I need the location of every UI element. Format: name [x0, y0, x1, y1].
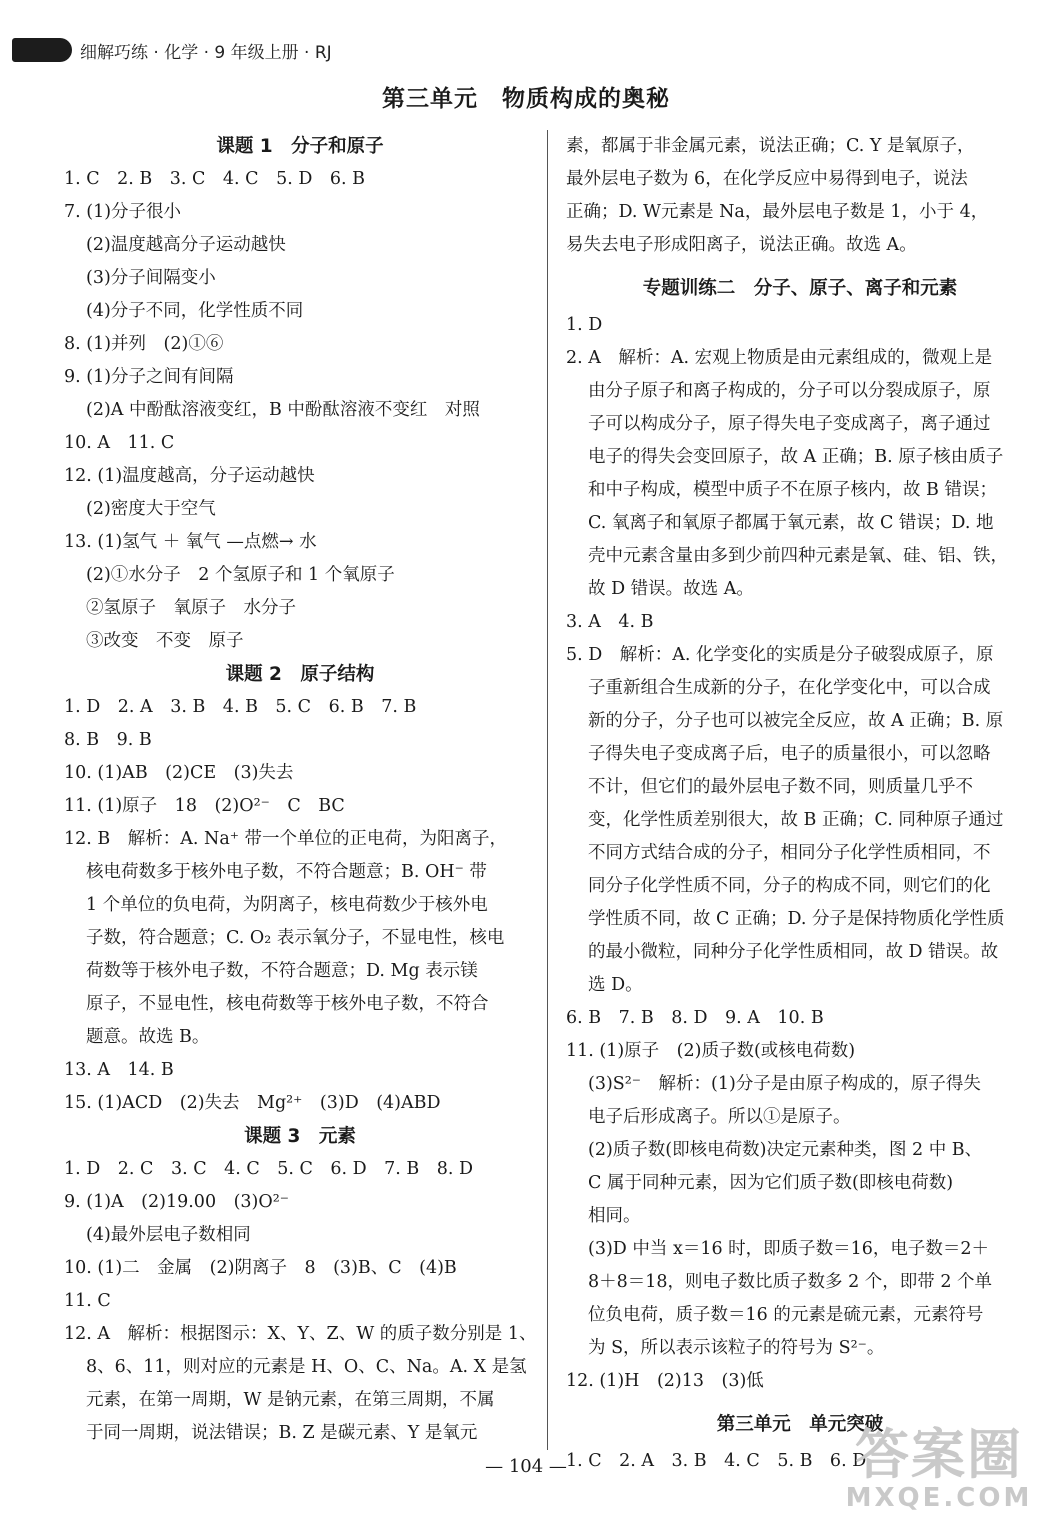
- answer-line: 3. A 4. B: [566, 612, 654, 632]
- answer-line: 最外层电子数为 6，在化学反应中易得到电子，说法: [566, 169, 968, 189]
- answer-line: 13. (1)氢气 ＋ 氧气 —点燃→ 水: [64, 532, 317, 552]
- answer-line: C 属于同种元素，因为它们质子数(即核电荷数): [588, 1173, 954, 1193]
- answer-line: 元素，在第一周期，W 是钠元素，在第三周期，不属: [86, 1390, 495, 1410]
- answer-line: 10. (1)二 金属 (2)阴离子 8 (3)B、C (4)B: [64, 1258, 457, 1278]
- answer-line: (4)最外层电子数相同: [86, 1225, 251, 1245]
- answer-line: 9. (1)A (2)19.00 (3)O²⁻: [64, 1192, 289, 1212]
- answer-line: ②氢原子 氧原子 水分子: [86, 598, 296, 618]
- answer-line: (2)密度大于空气: [86, 499, 216, 519]
- right-column: [566, 130, 1034, 1478]
- answer-line: 12. B 解析：A. Na⁺ 带一个单位的正电荷，为阳离子，: [64, 829, 508, 849]
- running-header: [12, 36, 332, 64]
- column-divider: [547, 130, 548, 1450]
- answer-line: 学性质不同，故 C 正确；D. 分子是保持物质化学性质: [588, 909, 1005, 929]
- section-heading: 课题 2 原子结构: [225, 664, 375, 685]
- section-heading: 课题 3 元素: [244, 1126, 356, 1147]
- answer-line: 子可以构成分子，原子得失电子变成离子，离子通过: [588, 414, 991, 434]
- answer-line: 易失去电子形成阳离子，说法正确。故选 A。: [566, 235, 917, 255]
- answer-line: 13. A 14. B: [64, 1060, 174, 1080]
- answer-line: 10. (1)AB (2)CE (3)失去: [64, 763, 294, 783]
- answer-line: 壳中元素含量由多到少前四种元素是氧、硅、铝、铁，: [588, 546, 1008, 566]
- answer-line: 7. (1)分子很小: [64, 202, 182, 222]
- answer-line: (4)分子不同，化学性质不同: [86, 301, 304, 321]
- section-heading: 课题 1 分子和原子: [216, 136, 384, 157]
- answer-line: 1. D 2. A 3. B 4. B 5. C 6. B 7. B: [64, 697, 417, 717]
- answer-line: 电子后形成离子。所以①是原子。: [588, 1107, 851, 1127]
- answer-line: 11. C: [64, 1291, 111, 1311]
- header-tab-bar: [12, 38, 72, 62]
- section-heading: 第三单元 单元突破: [716, 1414, 884, 1435]
- answer-line: (3)D 中当 x＝16 时，即质子数＝16，电子数＝2＋: [588, 1239, 990, 1259]
- answer-line: 11. (1)原子 18 (2)O²⁻ C BC: [64, 796, 345, 816]
- answer-line: 正确；D. W元素是 Na，最外层电子数是 1，小于 4，: [566, 202, 989, 222]
- answer-line: 8＋8＝18，则电子数比质子数多 2 个，即带 2 个单: [588, 1272, 993, 1292]
- answer-line: 电子的得失会变回原子，故 A 正确；B. 原子核由质子: [588, 447, 1004, 467]
- answer-line: 于同一周期，说法错误；B. Z 是碳元素、Y 是氧元: [86, 1423, 478, 1443]
- answer-line: 素，都属于非金属元素，说法正确；C. Y 是氧原子，: [566, 136, 975, 156]
- answer-line: 5. D 解析：A. 化学变化的实质是分子破裂成原子，原: [566, 645, 994, 665]
- answer-line: 由分子原子和离子构成的，分子可以分裂成原子，原: [588, 381, 991, 401]
- answer-line: 核电荷数多于核外电子数，不符合题意；B. OH⁻ 带: [86, 862, 487, 882]
- answer-line: 选 D。: [588, 975, 643, 995]
- answer-line: (3)分子间隔变小: [86, 268, 216, 288]
- watermark-url: MXQE.COM: [845, 1483, 1033, 1513]
- answer-line: (2)①水分子 2 个氢原子和 1 个氧原子: [86, 565, 395, 585]
- answer-line: 为 S，所以表示该粒子的符号为 S²⁻。: [588, 1338, 885, 1358]
- answer-line: 8. B 9. B: [64, 730, 152, 750]
- answer-line: 不同方式结合成的分子，相同分子化学性质相同，不: [588, 843, 991, 863]
- page-number: — 104 —: [485, 1456, 567, 1477]
- answer-line: 1. D 2. C 3. C 4. C 5. C 6. D 7. B 8. D: [64, 1159, 474, 1179]
- left-column: [64, 130, 536, 1450]
- answer-line: 10. A 11. C: [64, 433, 175, 453]
- answer-line: 同分子化学性质不同，分子的构成不同，则它们的化: [588, 876, 991, 896]
- answer-line: 变，化学性质差别很大，故 B 正确；C. 同种原子通过: [588, 810, 1004, 830]
- answer-line: 1. D: [566, 315, 603, 335]
- unit-title: 第三单元 物质构成的奥秘: [382, 86, 670, 112]
- answer-line: 位负电荷，质子数＝16 的元素是硫元素，元素符号: [588, 1305, 984, 1325]
- answer-line: 1. C 2. A 3. B 4. C 5. B 6. D: [566, 1451, 867, 1471]
- header-text: 细解巧练 · 化学 · 9 年级上册 · RJ: [80, 42, 332, 63]
- answer-line: 原子，不显电性，核电荷数等于核外电子数，不符合: [86, 994, 489, 1014]
- answer-line: ③改变 不变 原子: [86, 631, 244, 651]
- answer-line: 12. (1)温度越高，分子运动越快: [64, 466, 315, 486]
- answer-line: (3)S²⁻ 解析：(1)分子是由原子构成的，原子得失: [588, 1074, 981, 1094]
- answer-line: (2)A 中酚酞溶液变红，B 中酚酞溶液不变红 对照: [86, 400, 480, 420]
- answer-line: 12. (1)H (2)13 (3)低: [566, 1371, 764, 1391]
- answer-line: 9. (1)分子之间有间隔: [64, 367, 234, 387]
- answer-line: 新的分子，分子也可以被完全反应，故 A 正确；B. 原: [588, 711, 1004, 731]
- answer-line: 1 个单位的负电荷，为阴离子，核电荷数少于核外电: [86, 895, 488, 915]
- answer-line: 11. (1)原子 (2)质子数(或核电荷数): [566, 1041, 856, 1061]
- section-heading: 专题训练二 分子、原子、离子和元素: [642, 278, 958, 299]
- answer-line: (2)质子数(即核电荷数)决定元素种类，图 2 中 B、: [588, 1140, 983, 1160]
- answer-line: C. 氧离子和氧原子都属于氧元素，故 C 错误；D. 地: [588, 513, 994, 533]
- answer-line: 题意。故选 B。: [86, 1027, 210, 1047]
- answer-line: 12. A 解析：根据图示：X、Y、Z、W 的质子数分别是 1、: [64, 1324, 537, 1344]
- answer-line: 子数，符合题意；C. O₂ 表示氧分子，不显电性，核电: [86, 928, 505, 948]
- answer-line: 6. B 7. B 8. D 9. A 10. B: [566, 1008, 824, 1028]
- answer-line: 子重新组合生成新的分子，在化学变化中，可以合成: [588, 678, 991, 698]
- answer-line: 2. A 解析：A. 宏观上物质是由元素组成的，微观上是: [566, 348, 993, 368]
- answer-line: 15. (1)ACD (2)失去 Mg²⁺ (3)D (4)ABD: [64, 1093, 441, 1113]
- watermark-text: 答案圈: [855, 1423, 1023, 1486]
- answer-line: 的最小微粒，同种分子化学性质相同，故 D 错误。故: [588, 942, 999, 962]
- answer-line: 8. (1)并列 (2)①⑥: [64, 334, 224, 354]
- answer-line: 不计，但它们的最外层电子数不同，则质量几乎不: [588, 777, 973, 797]
- answer-line: 和中子构成，模型中质子不在原子核内，故 B 错误；: [588, 480, 997, 500]
- answer-line: (2)温度越高分子运动越快: [86, 235, 286, 255]
- answer-line: 子得失电子变成离子后，电子的质量很小，可以忽略: [588, 744, 991, 764]
- answer-line: 8、6、11，则对应的元素是 H、O、C、Na。A. X 是氢: [86, 1357, 527, 1377]
- answer-line: 荷数等于核外电子数，不符合题意；D. Mg 表示镁: [86, 961, 478, 981]
- answer-line: 1. C 2. B 3. C 4. C 5. D 6. B: [64, 169, 365, 189]
- answer-line: 相同。: [588, 1206, 641, 1226]
- watermark-logo: [844, 1423, 1034, 1518]
- answer-line: 故 D 错误。故选 A。: [588, 579, 754, 599]
